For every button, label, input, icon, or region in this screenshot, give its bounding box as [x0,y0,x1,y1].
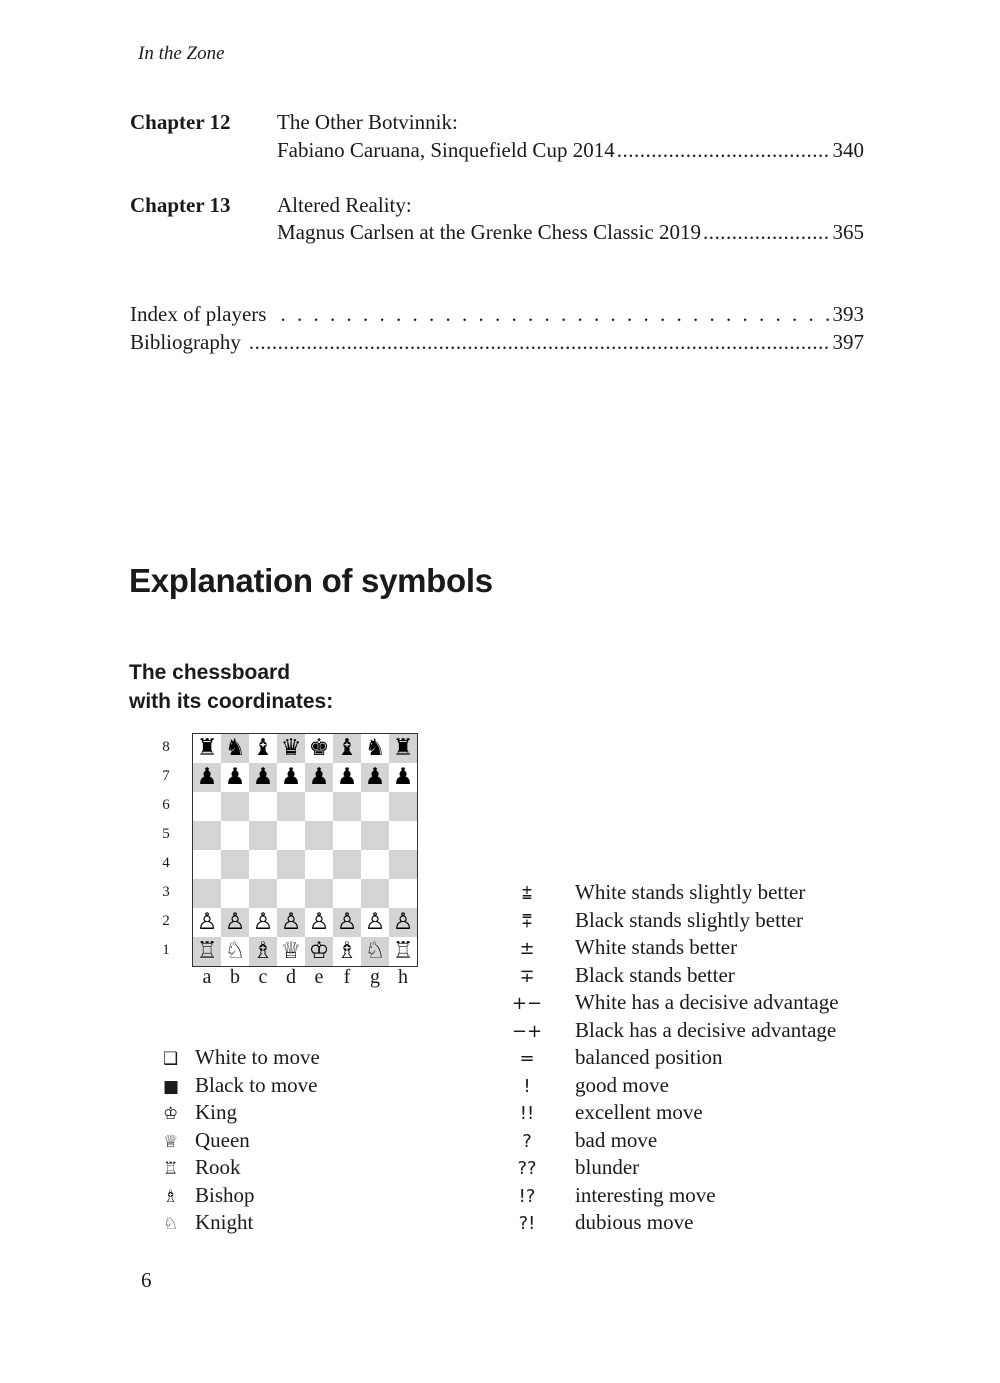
leader-dots [280,302,830,327]
symbol-meaning: balanced position [575,1045,723,1069]
chapter-13-subtitle: Magnus Carlsen at the Grenke Chess Classic 2019 [277,220,702,244]
rank-label: 3 [162,884,170,900]
board-square-d1: ♕ [277,937,305,966]
board-caption-line-1: The chessboard [129,661,291,684]
board-caption [129,658,333,716]
board-square-e5 [305,821,333,850]
index-of-players-entry[interactable] [130,302,864,327]
symbol-row [505,963,735,988]
symbol: ? [522,1131,532,1152]
knight-icon: ♘ [163,1214,179,1234]
board-square-g2: ♙ [361,908,389,937]
queen-icon: ♕ [163,1132,179,1152]
symbol-row [505,1045,723,1070]
rank-label: 2 [162,913,170,929]
board-square-g5 [361,821,389,850]
board-square-e1: ♔ [305,937,333,966]
board-square-a2: ♙ [193,908,221,937]
legend-king [163,1100,237,1125]
rank-label: 7 [162,768,170,784]
symbol-meaning: White stands slightly better [575,880,806,904]
board-square-h7: ♟ [389,763,417,792]
legend-label: Black to move [195,1073,318,1097]
file-label: h [398,966,408,988]
board-square-h3 [389,879,417,908]
symbol-row [505,1018,836,1043]
legend-label: White to move [195,1045,320,1069]
board-square-d4 [277,850,305,879]
rank-label: 5 [162,826,170,842]
symbol-meaning: excellent move [575,1100,703,1124]
board-square-g8: ♞ [361,734,389,763]
board-square-c3 [249,879,277,908]
chapter-13-label: Chapter 13 [130,193,231,217]
board-square-d7: ♟ [277,763,305,792]
board-square-d2: ♙ [277,908,305,937]
legend-label: Queen [195,1128,250,1152]
running-head: In the Zone [138,43,225,64]
symbol: ⩲ [521,883,533,904]
symbol-row [505,990,839,1015]
king-icon: ♔ [163,1104,179,1124]
legend-label: King [195,1100,237,1124]
board-caption-line-2: with its coordinates: [129,690,334,713]
legend-rook [163,1155,241,1180]
board-square-e4 [305,850,333,879]
file-label: f [343,966,351,988]
symbol-meaning: Black has a decisive advantage [575,1018,837,1042]
board-square-c7: ♟ [249,763,277,792]
board-square-f1: ♗ [333,937,361,966]
symbol-meaning: White stands better [575,935,738,959]
symbol: +− [511,993,543,1014]
symbol-row [505,1183,716,1208]
leader-dots [617,138,831,163]
legend-label: Rook [195,1155,241,1179]
rank-label: 6 [162,797,170,813]
board-square-h5 [389,821,417,850]
chapter-13-entry[interactable] [277,220,864,245]
board-square-e6 [305,792,333,821]
chessboard [192,733,418,967]
board-square-d5 [277,821,305,850]
symbol: ! [523,1076,531,1097]
leader-dots [249,330,831,355]
bibliography-page: 397 [832,330,864,354]
board-square-c6 [249,792,277,821]
symbol-row [505,908,803,933]
symbol: !! [519,1103,535,1124]
board-square-h1: ♖ [389,937,417,966]
legend-label: Bishop [195,1183,255,1207]
board-square-b8: ♞ [221,734,249,763]
board-square-f2: ♙ [333,908,361,937]
board-square-f5 [333,821,361,850]
board-square-g3 [361,879,389,908]
board-square-d8: ♛ [277,734,305,763]
board-square-f4 [333,850,361,879]
symbol-row [505,1073,669,1098]
white-square-icon: ❑ [163,1049,179,1069]
board-square-e8: ♚ [305,734,333,763]
board-square-c1: ♗ [249,937,277,966]
symbol-meaning: Black stands slightly better [575,908,804,932]
board-square-c5 [249,821,277,850]
file-label: d [286,966,296,988]
file-label: g [370,966,380,988]
board-square-g1: ♘ [361,937,389,966]
symbol-meaning: White has a decisive advantage [575,990,839,1014]
board-square-h6 [389,792,417,821]
rank-label: 1 [162,942,170,958]
chapter-12-label: Chapter 12 [130,110,231,134]
board-square-a6 [193,792,221,821]
board-square-b2: ♙ [221,908,249,937]
board-square-g4 [361,850,389,879]
board-square-g6 [361,792,389,821]
symbol-meaning: interesting move [575,1183,716,1207]
board-square-e3 [305,879,333,908]
symbol: ± [519,938,535,959]
symbol-row [505,1128,657,1153]
symbol: !? [518,1186,536,1207]
symbol-row [505,1100,703,1125]
symbol-meaning: Black stands better [575,963,735,987]
leader-dots [703,220,830,245]
board-square-b7: ♟ [221,763,249,792]
file-label: b [230,966,240,988]
symbol: −+ [511,1021,543,1042]
legend-white-to-move [163,1045,320,1070]
bishop-icon: ♗ [163,1187,179,1207]
legend-black-to-move [163,1073,317,1098]
board-square-b6 [221,792,249,821]
chapter-12-title: The Other Botvinnik: [277,110,458,134]
chapter-13-page: 365 [832,220,864,244]
board-square-a3 [193,879,221,908]
chapter-13-title: Altered Reality: [277,193,412,217]
board-square-b4 [221,850,249,879]
symbol: = [519,1048,535,1069]
symbol-meaning: dubious move [575,1210,694,1234]
symbol-row [505,935,737,960]
board-square-b5 [221,821,249,850]
legend-knight [163,1210,253,1235]
chapter-12-entry[interactable] [277,138,864,163]
board-square-a8: ♜ [193,734,221,763]
rook-icon: ♖ [163,1159,179,1179]
board-square-f7: ♟ [333,763,361,792]
board-square-f8: ♝ [333,734,361,763]
index-of-players-page: 393 [832,302,864,326]
board-square-h4 [389,850,417,879]
chapter-12-subtitle: Fabiano Caruana, Sinquefield Cup 2014 [277,138,615,162]
symbol-row [505,880,805,905]
board-square-f3 [333,879,361,908]
board-square-c4 [249,850,277,879]
chapter-12-page: 340 [832,138,864,162]
legend-queen [163,1128,250,1153]
symbol: ∓ [519,966,535,987]
board-square-d6 [277,792,305,821]
index-of-players-label: Index of players [130,302,267,326]
file-label: c [258,966,268,988]
board-square-e7: ♟ [305,763,333,792]
symbol-meaning: blunder [575,1155,640,1179]
section-title: Explanation of symbols [129,562,493,599]
symbol: ?? [517,1158,537,1179]
board-square-f6 [333,792,361,821]
symbol-row [505,1155,639,1180]
board-square-c8: ♝ [249,734,277,763]
board-square-g7: ♟ [361,763,389,792]
legend-bishop [163,1183,255,1208]
bibliography-label: Bibliography [130,330,241,354]
board-square-a4 [193,850,221,879]
file-label: e [314,966,324,988]
board-square-a5 [193,821,221,850]
symbol: ⩱ [521,911,533,932]
board-square-c2: ♙ [249,908,277,937]
board-square-b3 [221,879,249,908]
board-square-h8: ♜ [389,734,417,763]
bibliography-entry[interactable] [130,330,864,355]
symbol-meaning: good move [575,1073,669,1097]
board-square-h2: ♙ [389,908,417,937]
board-square-a1: ♖ [193,937,221,966]
rank-label: 4 [162,855,170,871]
file-label: a [202,966,212,988]
board-square-d3 [277,879,305,908]
black-square-icon: ■ [163,1077,180,1097]
symbol-row [505,1210,693,1235]
rank-label: 8 [162,739,170,755]
board-square-b1: ♘ [221,937,249,966]
board-square-e2: ♙ [305,908,333,937]
symbol: ?! [518,1213,536,1234]
symbol-meaning: bad move [575,1128,658,1152]
page-number: 6 [141,1268,152,1292]
board-square-a7: ♟ [193,763,221,792]
legend-label: Knight [195,1210,254,1234]
